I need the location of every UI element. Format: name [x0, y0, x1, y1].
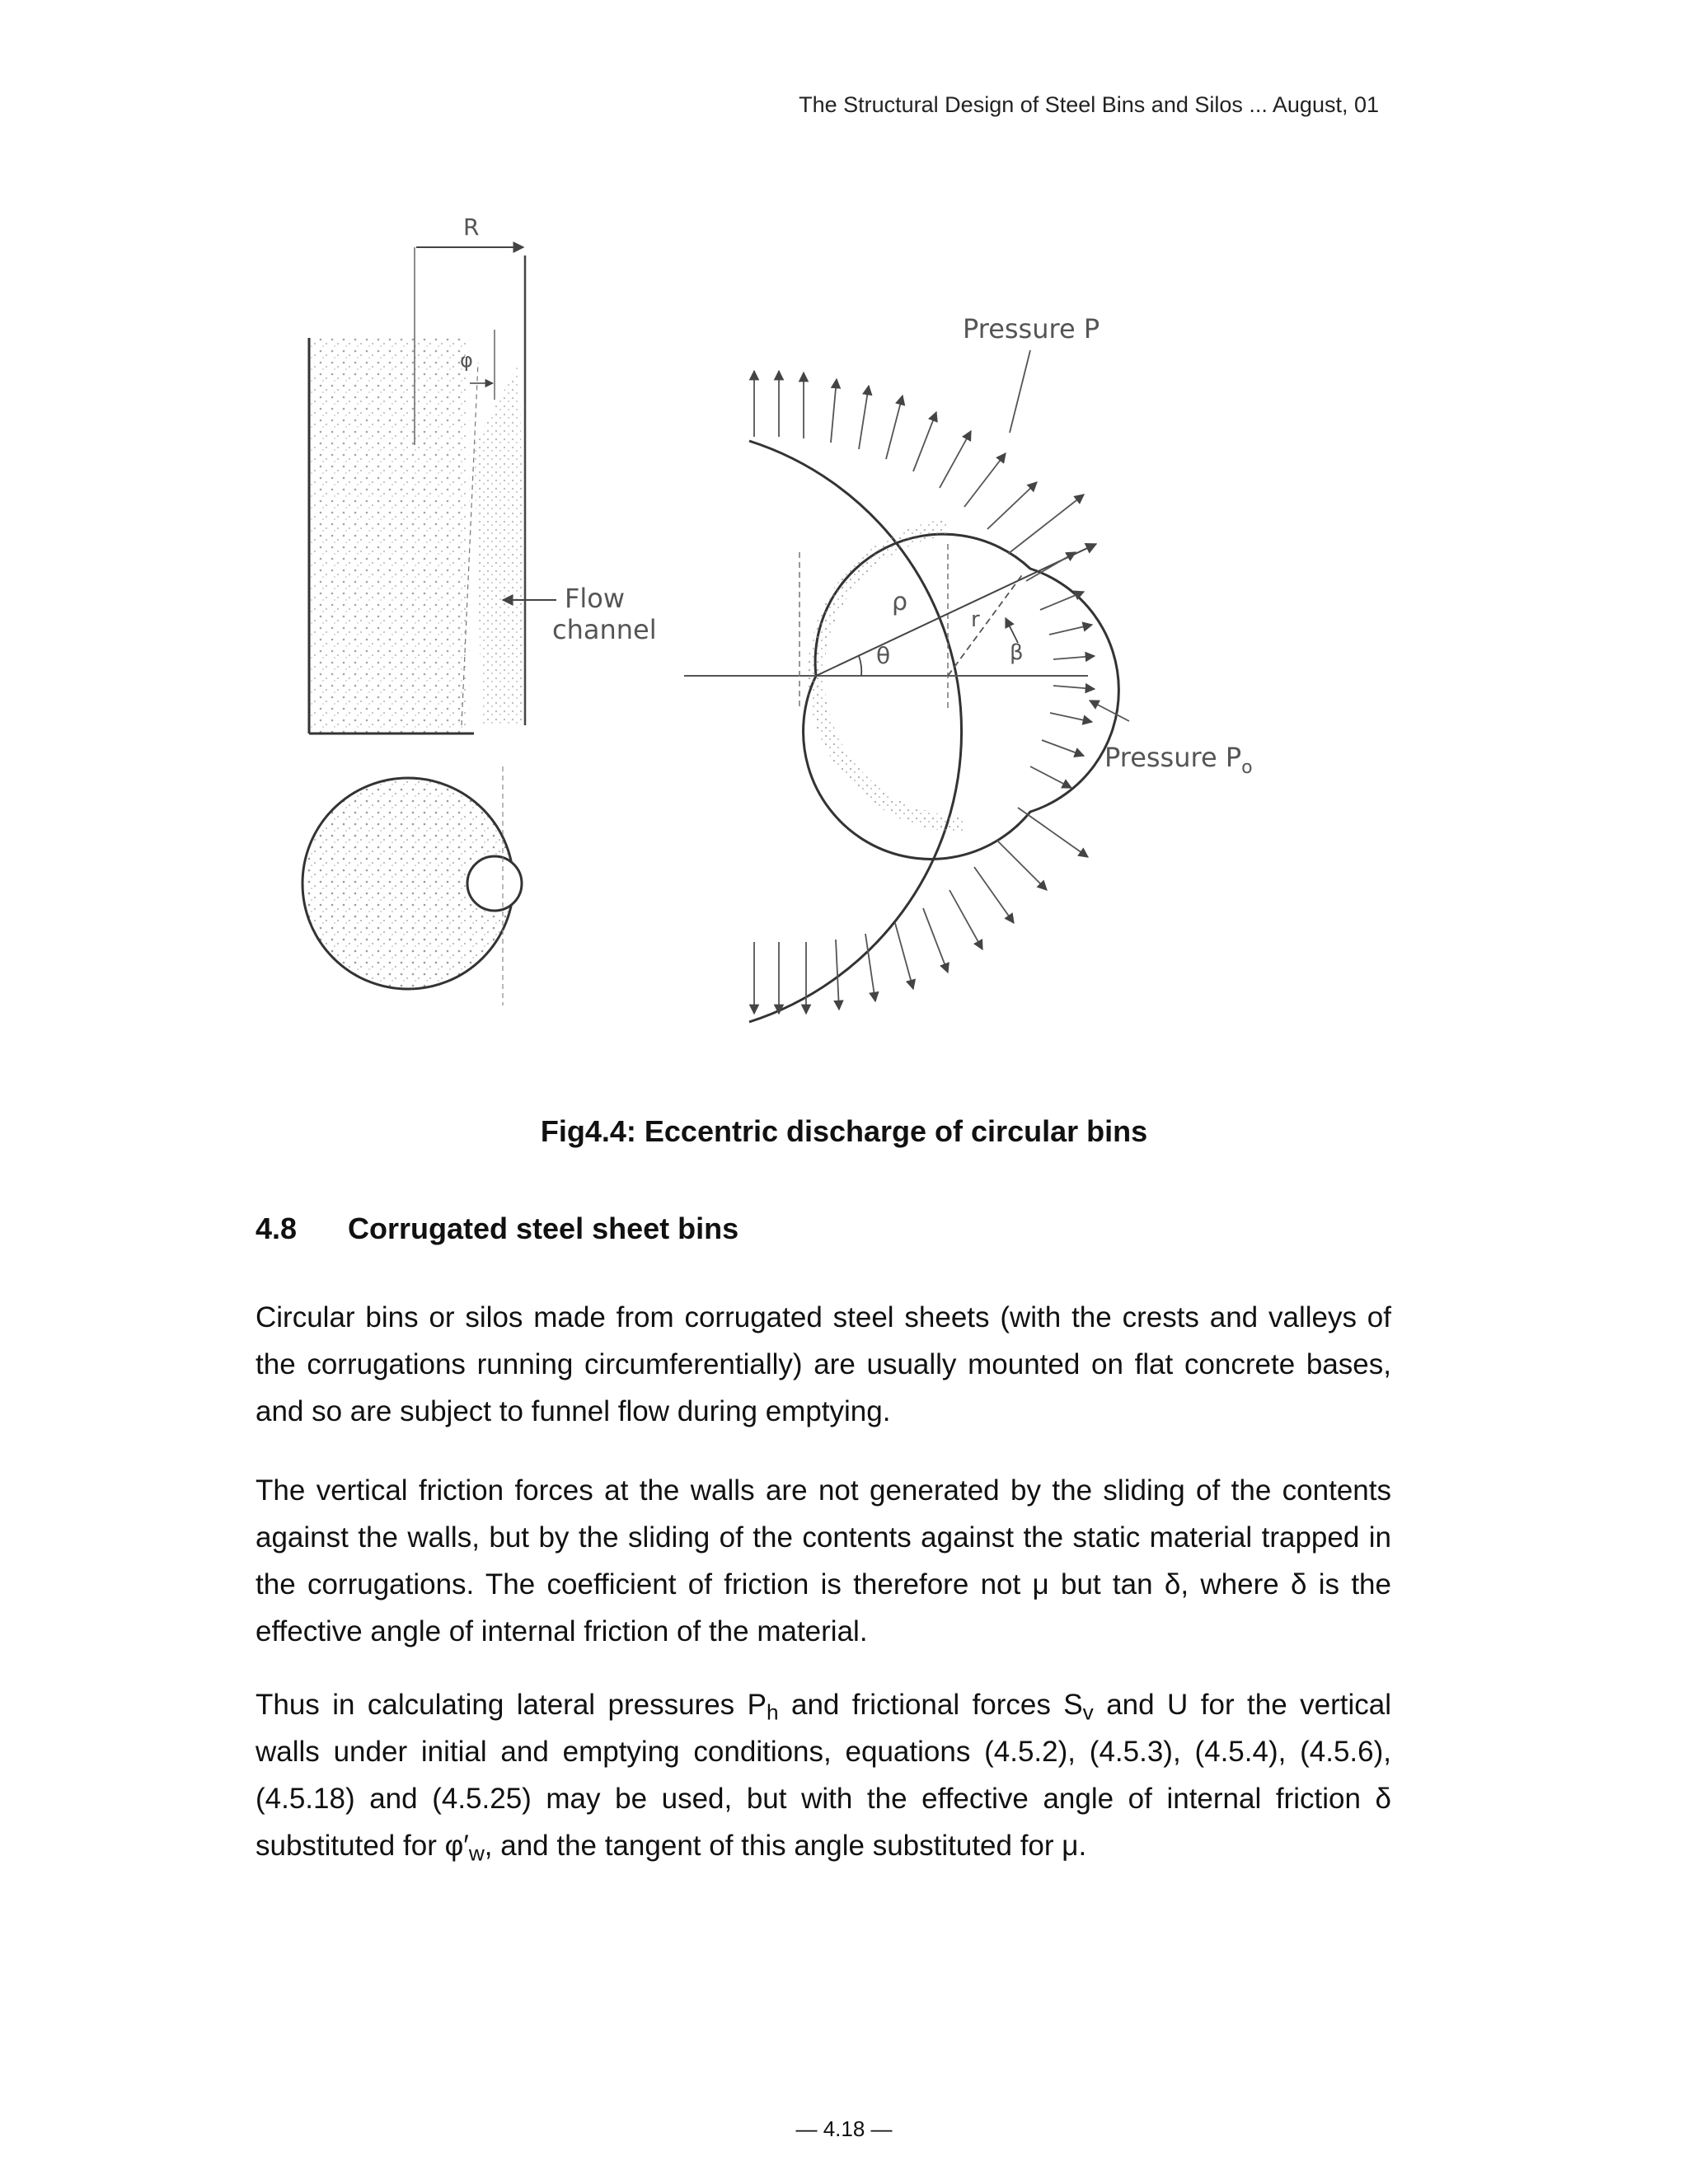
bin-plan-view: [302, 766, 522, 1005]
figure-caption: Fig4.4: Eccentric discharge of circular bins: [540, 1114, 1148, 1148]
p3-text-d: , and the tangent of this angle substituted for μ.: [484, 1830, 1087, 1862]
radius-label: R: [463, 213, 480, 241]
pressure-p-label: Pressure P: [963, 313, 1100, 344]
p3-sub-w: w: [468, 1840, 485, 1866]
theta-label: θ: [876, 642, 891, 669]
p3-text-a: Thus in calculating lateral pressures P: [256, 1689, 767, 1721]
bin-section-view: [309, 213, 657, 733]
section-heading: [256, 1212, 738, 1246]
paragraph-1: Circular bins or silos made from corrugated steel sheets (with the crests and valleys of the corrugations running circumferentially) are usually mounted on flat concrete bases, and so are subject to funnel flow during emptying.: [256, 1301, 1391, 1427]
flow-channel-label-line2: channel: [552, 614, 657, 645]
r-label: r: [971, 607, 980, 632]
phi-label: φ: [460, 349, 473, 372]
p3-sub-h: h: [766, 1699, 779, 1725]
running-header: The Structural Design of Steel Bins and Silos ... August, 01: [799, 92, 1379, 117]
p3-text-c: and U for the vertical walls under initial and emptying conditions, equations (4.5.2), (4.5.3), (4.5.4), (4.5.6), (4.5.18) and (4.5.25) may be used, but with the effective angle of internal friction δ substituted for φ′: [256, 1689, 1391, 1862]
beta-label: β: [1010, 640, 1024, 665]
pressure-arrows: [754, 371, 1095, 1014]
p3-text-b: and frictional forces S: [778, 1689, 1083, 1721]
pressure-po-label: Pressure $P_o$: [1104, 742, 1253, 778]
p3-sub-v: v: [1082, 1699, 1094, 1725]
eccentric-discharge-figure: [272, 198, 1335, 1088]
rho-label: ρ: [892, 588, 908, 616]
section-title: Corrugated steel sheet bins: [348, 1212, 739, 1245]
figure-drawing: [272, 198, 1335, 1088]
flow-channel-label-line1: Flow: [565, 583, 626, 614]
section-number: 4.8: [256, 1212, 298, 1245]
pressure-diagram: [684, 313, 1253, 1022]
paragraph-3: [256, 1681, 1391, 1869]
page-number: — 4.18 —: [795, 2116, 893, 2141]
paragraph-2: The vertical friction forces at the walls are not generated by the sliding of the contents against the walls, but by the sliding of the contents against the static material trapped in the corrugations. The coefficient of friction is therefore not μ but tan δ, where δ is the effective angle of internal friction of the material.: [256, 1474, 1391, 1647]
